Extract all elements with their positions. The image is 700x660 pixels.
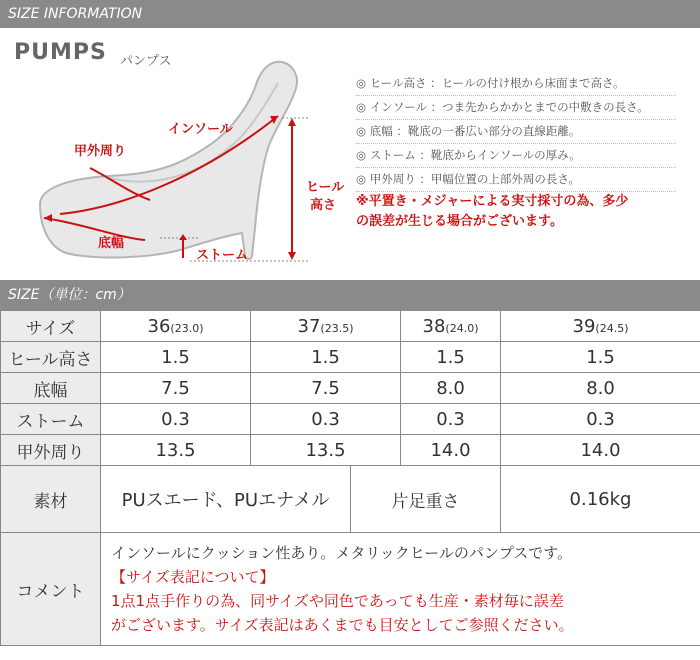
definition-insole: ◎ インソール ：つま先からかかとまでの中敷きの長さ。 [356, 96, 676, 120]
material-label: 素材 [1, 466, 101, 533]
width-row-label: 底幅 [1, 373, 101, 404]
definition-instep: ◎ 甲外周り ：甲幅位置の上部外周の長さ。 [356, 168, 676, 192]
table-row [1, 342, 700, 373]
size-row [1, 311, 700, 342]
comment-line-4: がございます。サイズ表記はあくまでも目安としてご参照ください。 [111, 616, 574, 634]
table-cell: 0.3 [401, 404, 501, 435]
size-main: 36 [147, 315, 171, 337]
instep-row-label: 甲外周り [1, 435, 101, 466]
note-line-2: の誤差が生じる場合がございます。 [356, 214, 563, 229]
material-value: PUスエード、PUエナメル [101, 466, 351, 533]
width-label: 底幅 [98, 236, 125, 251]
table-cell: 0.3 [501, 404, 700, 435]
table-cell: 1.5 [101, 342, 251, 373]
heel-arrowhead-bottom [288, 252, 296, 260]
insole-label: インソール [168, 122, 233, 137]
table-cell: 8.0 [401, 373, 501, 404]
instep-label: 甲外周り [74, 144, 127, 159]
table-row [1, 373, 700, 404]
measurement-definitions [356, 72, 676, 192]
size-cell-36 [101, 311, 251, 342]
size-cell-37 [251, 311, 401, 342]
table-cell: 0.3 [251, 404, 401, 435]
table-cell: 7.5 [101, 373, 251, 404]
table-row [1, 435, 700, 466]
comment-label: コメント [1, 533, 101, 646]
material-row [1, 466, 700, 533]
table-cell: 14.0 [401, 435, 501, 466]
size-main: 37 [297, 315, 321, 337]
size-cell-39 [501, 311, 700, 342]
size-sub: (23.5) [320, 321, 354, 335]
table-cell: 0.3 [101, 404, 251, 435]
storm-label: ストーム [196, 248, 249, 263]
heel-label-line1: ヒール [306, 180, 345, 195]
heel-height-label: ヒール高さ [1, 342, 101, 373]
size-sub: (24.5) [595, 321, 629, 335]
size-table [0, 310, 700, 646]
comment-line-1: インソールにクッション性あり。メタリックヒールのパンプスです。 [111, 544, 573, 562]
heel-label-line2: 高さ [310, 198, 337, 213]
comment-line-2: 【サイズ表記について】 [111, 568, 275, 586]
size-information-header: SIZE INFORMATION [0, 0, 700, 28]
table-cell: 8.0 [501, 373, 700, 404]
size-main: 38 [422, 315, 446, 337]
product-type-subtitle: パンプス [120, 54, 172, 69]
storm-row-label: ストーム [1, 404, 101, 435]
product-type-title: PUMPS [14, 40, 107, 65]
table-cell: 1.5 [501, 342, 700, 373]
table-cell: 14.0 [501, 435, 700, 466]
size-sub: (23.0) [170, 321, 204, 335]
definition-width: ◎ 底幅 ：靴底の一番広い部分の直線距離。 [356, 120, 676, 144]
table-cell: 1.5 [401, 342, 501, 373]
measurement-note [356, 192, 686, 232]
size-label-cell: サイズ [1, 311, 101, 342]
heel-arrowhead-top [288, 118, 296, 126]
comment-line-3: 1点1点手作りの為、同サイズや同色であっても生産・素材毎に誤差 [111, 592, 564, 610]
table-cell: 7.5 [251, 373, 401, 404]
size-cell-38 [401, 311, 501, 342]
table-cell: 13.5 [251, 435, 401, 466]
size-table-header: SIZE（単位：cm） [0, 280, 700, 310]
definition-storm: ◎ ストーム ：靴底からインソールの厚み。 [356, 144, 676, 168]
shoe-body [40, 62, 297, 259]
note-line-1: ※平置き・メジャーによる実寸採寸の為、多少 [356, 194, 629, 209]
table-cell: 13.5 [101, 435, 251, 466]
size-sub: (24.0) [445, 321, 479, 335]
comment-row [1, 533, 700, 646]
table-row [1, 404, 700, 435]
definition-heel-height: ◎ ヒール高さ ：ヒールの付け根から床面まで高さ。 [356, 72, 676, 96]
table-cell: 1.5 [251, 342, 401, 373]
size-main: 39 [572, 315, 596, 337]
weight-value: 0.16kg [501, 466, 700, 533]
weight-label: 片足重さ [351, 466, 501, 533]
comment-text [101, 533, 700, 646]
